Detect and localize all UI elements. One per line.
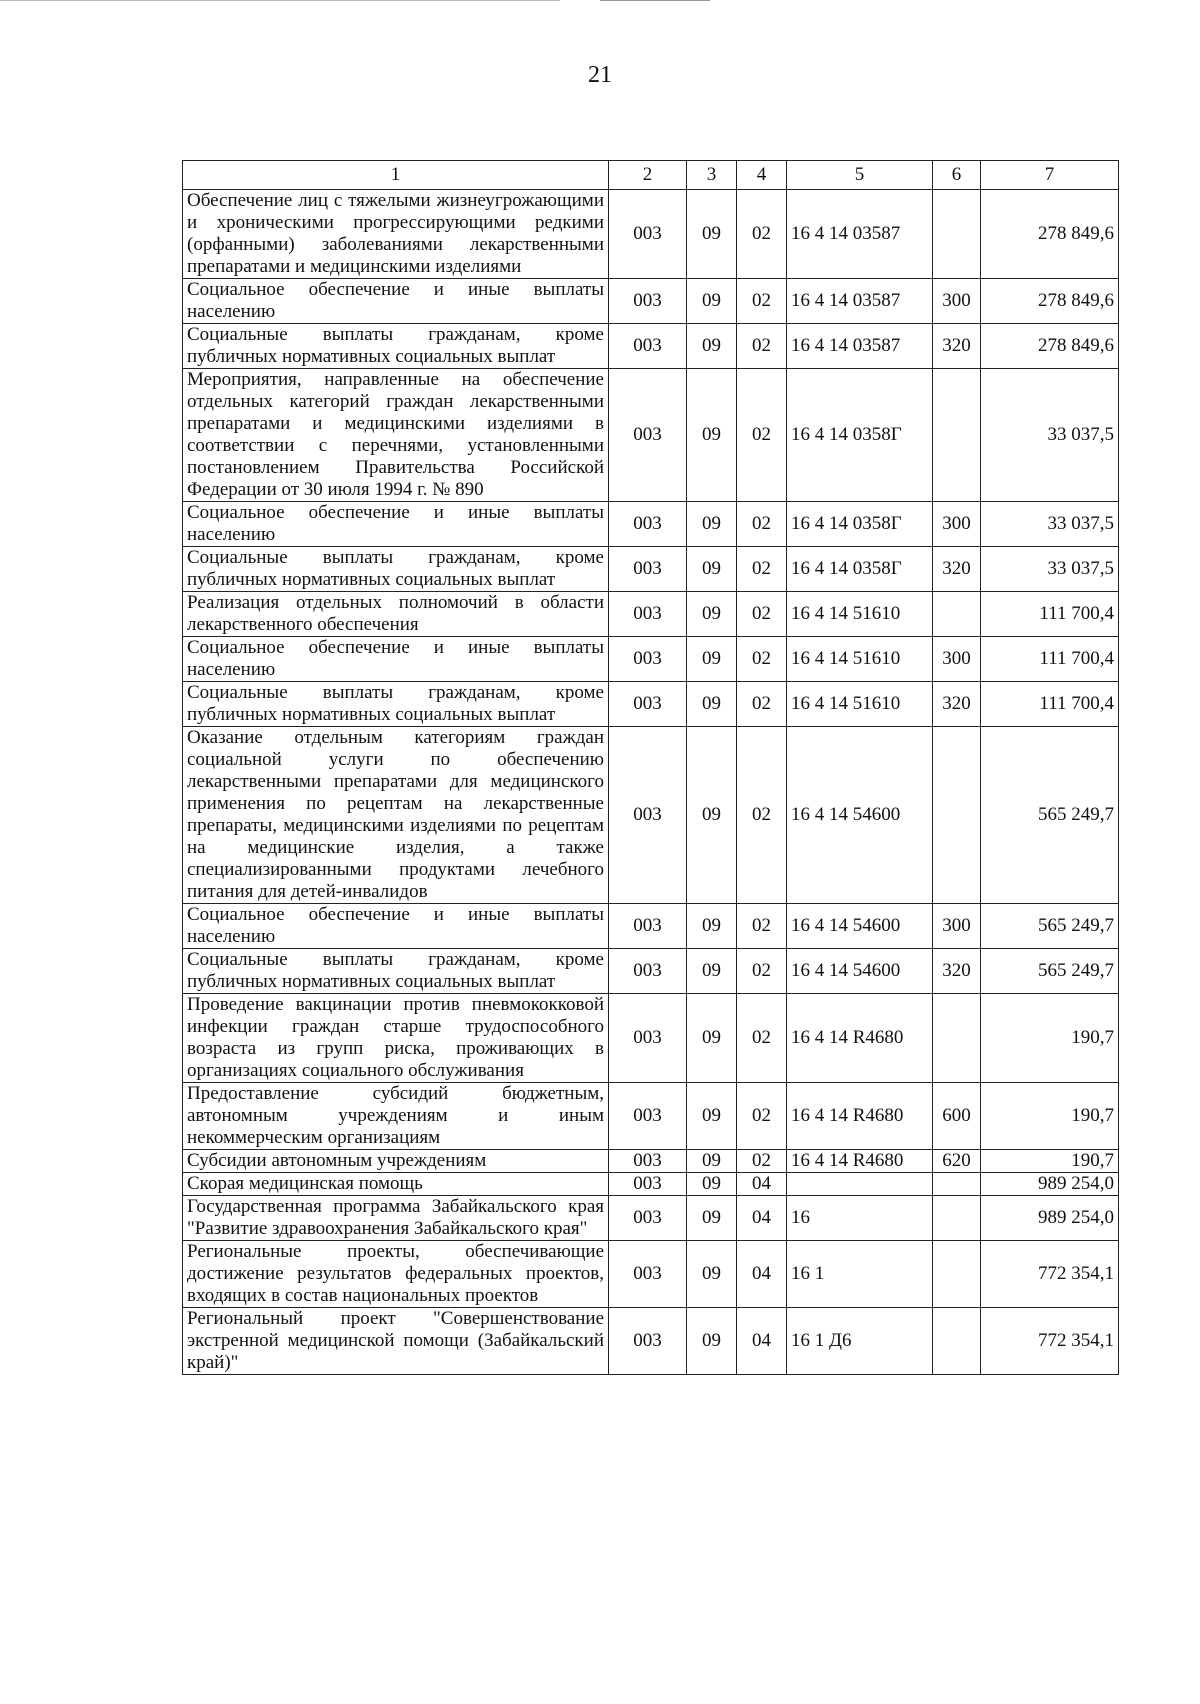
expense-type-code	[933, 369, 981, 502]
table-row	[183, 727, 1119, 904]
subsection-code: 02	[737, 637, 787, 682]
table-row	[183, 1173, 1119, 1196]
amount-value: 565 249,7	[981, 949, 1119, 994]
ministry-code: 003	[609, 727, 687, 904]
subsection-code: 02	[737, 547, 787, 592]
table-row	[183, 502, 1119, 547]
expense-name: Социальное обеспечение и иные выплаты населению	[183, 502, 609, 547]
page-number: 21	[588, 62, 612, 88]
amount-value: 111 700,4	[981, 682, 1119, 727]
section-code: 09	[687, 904, 737, 949]
ministry-code: 003	[609, 682, 687, 727]
section-code: 09	[687, 994, 737, 1083]
target-article-code: 16 4 14 51610	[787, 682, 933, 727]
section-code: 09	[687, 324, 737, 369]
target-article-code: 16 4 14 0358Г	[787, 547, 933, 592]
ministry-code: 003	[609, 324, 687, 369]
expense-type-code: 300	[933, 279, 981, 324]
ministry-code: 003	[609, 592, 687, 637]
amount-value: 190,7	[981, 994, 1119, 1083]
subsection-code: 02	[737, 324, 787, 369]
table-row	[183, 1083, 1119, 1150]
subsection-code: 04	[737, 1308, 787, 1375]
expense-type-code	[933, 1308, 981, 1375]
expense-name: Социальное обеспечение и иные выплаты населению	[183, 279, 609, 324]
expense-type-code: 620	[933, 1150, 981, 1173]
amount-value: 33 037,5	[981, 502, 1119, 547]
ministry-code: 003	[609, 547, 687, 592]
subsection-code: 02	[737, 502, 787, 547]
ministry-code: 003	[609, 904, 687, 949]
expense-type-code	[933, 1173, 981, 1196]
subsection-code: 02	[737, 190, 787, 279]
expense-name: Обеспечение лиц с тяжелыми жизнеугрожающими и хроническими прогрессирующими редкими (орфанными) заболеваниями лекарственными препаратами и медицинскими изделиями	[183, 190, 609, 279]
section-code: 09	[687, 1241, 737, 1308]
subsection-code: 02	[737, 949, 787, 994]
expense-name: Социальное обеспечение и иные выплаты населению	[183, 637, 609, 682]
table-row	[183, 190, 1119, 279]
section-code: 09	[687, 1196, 737, 1241]
header-cell: 6	[933, 161, 981, 190]
target-article-code: 16 1 Д6	[787, 1308, 933, 1375]
target-article-code	[787, 1173, 933, 1196]
amount-value: 278 849,6	[981, 279, 1119, 324]
target-article-code: 16 4 14 03587	[787, 324, 933, 369]
table-header-row	[183, 161, 1119, 190]
section-code: 09	[687, 1173, 737, 1196]
section-code: 09	[687, 949, 737, 994]
amount-value: 33 037,5	[981, 547, 1119, 592]
expense-name: Реализация отдельных полномочий в области лекарственного обеспечения	[183, 592, 609, 637]
table-row	[183, 949, 1119, 994]
expense-name: Социальные выплаты гражданам, кроме публичных нормативных социальных выплат	[183, 547, 609, 592]
expense-name: Социальные выплаты гражданам, кроме публичных нормативных социальных выплат	[183, 682, 609, 727]
table-row	[183, 637, 1119, 682]
target-article-code: 16 4 14 0358Г	[787, 502, 933, 547]
amount-value: 278 849,6	[981, 324, 1119, 369]
expense-type-code: 320	[933, 949, 981, 994]
subsection-code: 02	[737, 279, 787, 324]
ministry-code: 003	[609, 1083, 687, 1150]
expense-type-code: 320	[933, 682, 981, 727]
section-code: 09	[687, 369, 737, 502]
table-row	[183, 1150, 1119, 1173]
ministry-code: 003	[609, 369, 687, 502]
subsection-code: 02	[737, 682, 787, 727]
expense-type-code	[933, 994, 981, 1083]
ministry-code: 003	[609, 949, 687, 994]
expense-type-code: 300	[933, 904, 981, 949]
expense-type-code: 300	[933, 637, 981, 682]
target-article-code: 16 4 14 54600	[787, 949, 933, 994]
subsection-code: 02	[737, 592, 787, 637]
table-row	[183, 369, 1119, 502]
section-code: 09	[687, 727, 737, 904]
ministry-code: 003	[609, 1196, 687, 1241]
subsection-code: 02	[737, 1083, 787, 1150]
ministry-code: 003	[609, 637, 687, 682]
subsection-code: 04	[737, 1173, 787, 1196]
section-code: 09	[687, 1150, 737, 1173]
header-cell: 5	[787, 161, 933, 190]
amount-value: 111 700,4	[981, 592, 1119, 637]
header-cell: 2	[609, 161, 687, 190]
expense-type-code: 300	[933, 502, 981, 547]
amount-value: 989 254,0	[981, 1173, 1119, 1196]
amount-value: 33 037,5	[981, 369, 1119, 502]
ministry-code: 003	[609, 1150, 687, 1173]
budget-table	[182, 160, 1119, 1375]
subsection-code: 04	[737, 1241, 787, 1308]
expense-type-code	[933, 592, 981, 637]
expense-name: Мероприятия, направленные на обеспечение отдельных категорий граждан лекарственными препаратами и медицинскими изделиями в соответствии с перечнями, установленными постановлением Правительства Российской Федерации от 30 июля 1994 г. № 890	[183, 369, 609, 502]
section-code: 09	[687, 1308, 737, 1375]
amount-value: 190,7	[981, 1083, 1119, 1150]
expense-type-code: 320	[933, 324, 981, 369]
target-article-code: 16	[787, 1196, 933, 1241]
ministry-code: 003	[609, 1308, 687, 1375]
table-row	[183, 592, 1119, 637]
table-row	[183, 904, 1119, 949]
target-article-code: 16 4 14 03587	[787, 279, 933, 324]
amount-value: 190,7	[981, 1150, 1119, 1173]
table-row	[183, 1241, 1119, 1308]
target-article-code: 16 4 14 R4680	[787, 1150, 933, 1173]
subsection-code: 02	[737, 369, 787, 502]
table-row	[183, 682, 1119, 727]
scan-edge-line	[0, 0, 560, 1]
ministry-code: 003	[609, 1241, 687, 1308]
expense-type-code	[933, 1241, 981, 1308]
expense-type-code	[933, 727, 981, 904]
section-code: 09	[687, 547, 737, 592]
subsection-code: 02	[737, 1150, 787, 1173]
expense-name: Государственная программа Забайкальского края "Развитие здравоохранения Забайкальского края"	[183, 1196, 609, 1241]
amount-value: 111 700,4	[981, 637, 1119, 682]
header-cell: 4	[737, 161, 787, 190]
amount-value: 278 849,6	[981, 190, 1119, 279]
ministry-code: 003	[609, 279, 687, 324]
target-article-code: 16 4 14 51610	[787, 637, 933, 682]
header-cell: 1	[183, 161, 609, 190]
ministry-code: 003	[609, 502, 687, 547]
expense-name: Скорая медицинская помощь	[183, 1173, 609, 1196]
header-cell: 7	[981, 161, 1119, 190]
section-code: 09	[687, 682, 737, 727]
expense-type-code	[933, 190, 981, 279]
amount-value: 772 354,1	[981, 1308, 1119, 1375]
target-article-code: 16 1	[787, 1241, 933, 1308]
amount-value: 565 249,7	[981, 727, 1119, 904]
table-row	[183, 1308, 1119, 1375]
target-article-code: 16 4 14 R4680	[787, 994, 933, 1083]
expense-name: Региональные проекты, обеспечивающие достижение результатов федеральных проектов, входящих в состав национальных проектов	[183, 1241, 609, 1308]
subsection-code: 02	[737, 727, 787, 904]
amount-value: 989 254,0	[981, 1196, 1119, 1241]
section-code: 09	[687, 502, 737, 547]
target-article-code: 16 4 14 R4680	[787, 1083, 933, 1150]
expense-name: Предоставление субсидий бюджетным, автономным учреждениям и иным некоммерческим организациям	[183, 1083, 609, 1150]
section-code: 09	[687, 279, 737, 324]
table-row	[183, 324, 1119, 369]
target-article-code: 16 4 14 51610	[787, 592, 933, 637]
table-row	[183, 1196, 1119, 1241]
target-article-code: 16 4 14 54600	[787, 727, 933, 904]
expense-name: Проведение вакцинации против пневмококковой инфекции граждан старше трудоспособного возраста из групп риска, проживающих в организациях социального обслуживания	[183, 994, 609, 1083]
section-code: 09	[687, 637, 737, 682]
expense-type-code: 600	[933, 1083, 981, 1150]
target-article-code: 16 4 14 54600	[787, 904, 933, 949]
expense-name: Социальные выплаты гражданам, кроме публичных нормативных социальных выплат	[183, 949, 609, 994]
expense-name: Социальное обеспечение и иные выплаты населению	[183, 904, 609, 949]
expense-name: Социальные выплаты гражданам, кроме публичных нормативных социальных выплат	[183, 324, 609, 369]
target-article-code: 16 4 14 03587	[787, 190, 933, 279]
section-code: 09	[687, 190, 737, 279]
expense-name: Субсидии автономным учреждениям	[183, 1150, 609, 1173]
section-code: 09	[687, 1083, 737, 1150]
header-cell: 3	[687, 161, 737, 190]
table-row	[183, 994, 1119, 1083]
subsection-code: 02	[737, 904, 787, 949]
scan-edge-line	[600, 0, 710, 1]
expense-name: Оказание отдельным категориям граждан социальной услуги по обеспечению лекарственными препаратами для медицинского применения по рецептам на лекарственные препараты, медицинскими изделиями по рецептам на медицинские изделия, а также специализированными продуктами лечебного питания для детей-инвалидов	[183, 727, 609, 904]
section-code: 09	[687, 592, 737, 637]
expense-name: Региональный проект "Совершенствование экстренной медицинской помощи (Забайкальский край)"	[183, 1308, 609, 1375]
subsection-code: 02	[737, 994, 787, 1083]
expense-type-code: 320	[933, 547, 981, 592]
table-row	[183, 279, 1119, 324]
table-row	[183, 547, 1119, 592]
ministry-code: 003	[609, 1173, 687, 1196]
target-article-code: 16 4 14 0358Г	[787, 369, 933, 502]
expense-type-code	[933, 1196, 981, 1241]
subsection-code: 04	[737, 1196, 787, 1241]
ministry-code: 003	[609, 190, 687, 279]
amount-value: 565 249,7	[981, 904, 1119, 949]
ministry-code: 003	[609, 994, 687, 1083]
amount-value: 772 354,1	[981, 1241, 1119, 1308]
